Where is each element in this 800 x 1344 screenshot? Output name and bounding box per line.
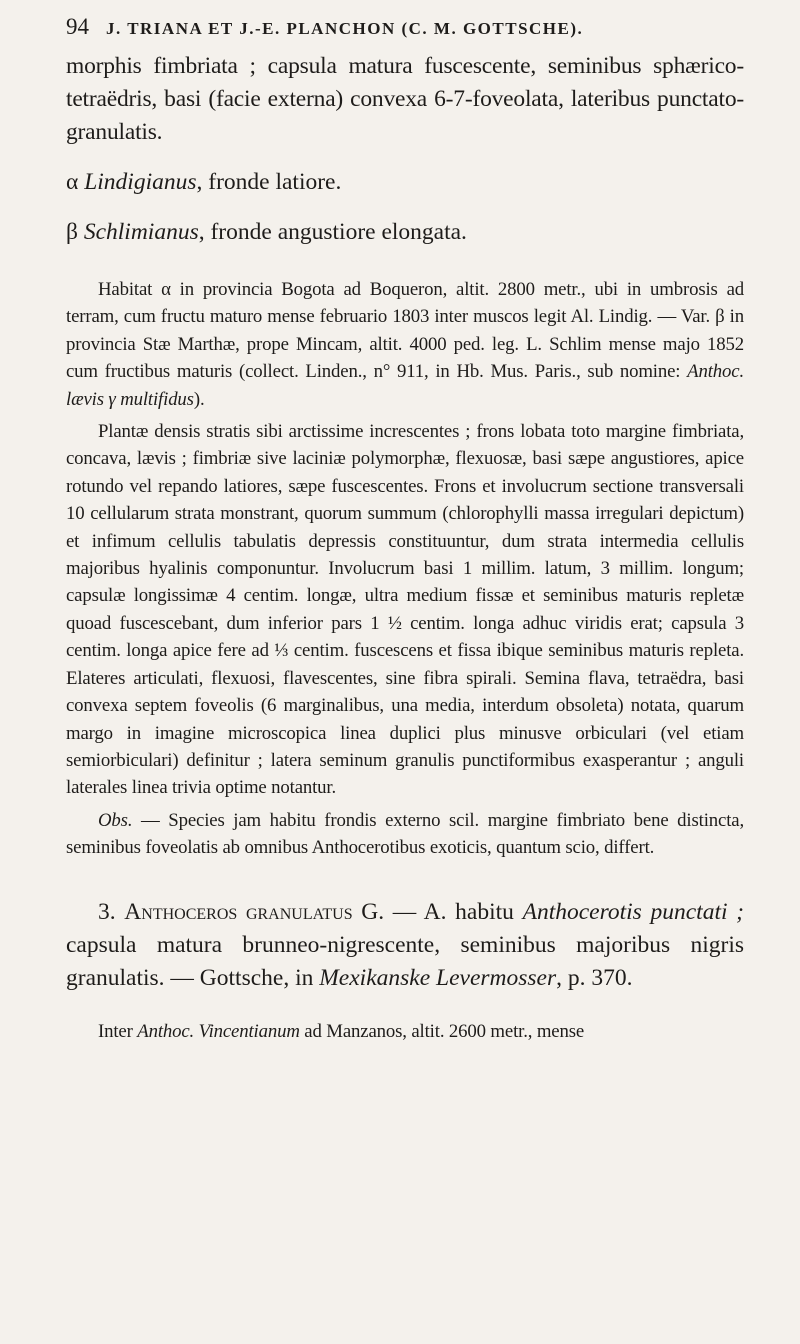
habitat-end: ). (193, 388, 205, 410)
variety-description: , fronde latiore. (196, 169, 342, 195)
species-italic-a: Anthocerotis punctati ; (522, 898, 744, 925)
variety-marker: β (66, 219, 78, 245)
habitat-italic-name: Anthoc. lævis γ multifidus (66, 361, 744, 410)
species-italic-b: Mexikanske Levermosser (319, 964, 557, 991)
variety-name: Lindigianus (84, 169, 197, 195)
obs-text: — Species jam habitu frondis externo scil. margine fimbriato bene distincta, seminibus foveolatis ab omnibus Anthocerotibus exoticis, quantum scio, differt. (66, 809, 744, 859)
variety-beta (66, 216, 744, 249)
species-paragraph (66, 896, 744, 995)
habitat-paragraph (66, 276, 744, 413)
species-text-a: habitu (446, 898, 523, 925)
species-text-b: capsula matura brunneo-nigrescente, seminibus majoribus nigris granulatis. — Gottsche, in (66, 931, 744, 991)
variety-description: , fronde angustiore elongata. (198, 219, 467, 245)
lead-paragraph: morphis fimbriata ; capsula matura fuscescente, seminibus sphærico-tetraëdris, basi (facie externa) convexa 6-7-foveolata, lateribus punctato-granulatis. (66, 53, 744, 145)
variety-name: Schlimianus (83, 219, 199, 245)
running-head-title: J. TRIANA ET J.-E. PLANCHON (C. M. GOTTSCHE). (106, 19, 584, 38)
inter-text: ad Manzanos, altit. 2600 metr., mense (299, 1021, 585, 1043)
species-number: 3. (98, 898, 116, 925)
obs-label: Obs. (98, 809, 133, 831)
inter-start: Inter (98, 1021, 138, 1043)
running-head (66, 14, 744, 50)
page-number: 94 (66, 14, 89, 39)
species-text-c: , p. 370. (556, 964, 633, 991)
inter-italic: Anthoc. Vincentianum (137, 1021, 300, 1043)
description-paragraph: Plantæ densis stratis sibi arctissime increscentes ; frons lobata toto margine fimbriata, concava, lævis ; fimbriæ sive laciniæ polymorphæ, flexuosæ, basi sæpe angustiores, apice rotundo vel repando latiores, sæpe fuscescentes. Frons et involucrum sectione transversali 10 cellularum strata monstrant, quorum summum (chlorophylli massa irregulari depictum) et infimum cellulis tabulatis depressis constituuntur, dum strata intermedia cellulis majoribus hyalinis componuntur. Involucrum basi 1 millim. latum, 3 millim. longum; capsulæ longissimæ 4 centim. longæ, ultra medium fissæ et seminibus maturis repletæ quoad fuscescebant, dum inferior pars 1 ½ centim. longa adhuc viridis erat; capsula 3 centim. longa apice fere ad ⅓ centim. fuscescens et fissa ibique seminibus maturis repleta. Elateres articulati, flexuosi, flavescentes, sine fibra spirali. Semina flava, tetraëdra, basi convexa septem foveolis (6 marginalibus, una media, interdum obsoleta) notata, quarum margo in imagine microscopica linea duplici plus minusve orbiculari (vel etiam semiorbiculari) definitur ; latera seminum granulis punctiformibus exasperantur ; anguli laterales linea trivia optime notantur. (66, 421, 744, 799)
variety-alpha (66, 166, 744, 199)
species-name: Anthoceros granulatus (124, 898, 353, 925)
species-authors: G. — A. (352, 898, 447, 925)
inter-paragraph (66, 1018, 744, 1045)
observation-paragraph (66, 807, 744, 862)
variety-marker: α (66, 169, 79, 195)
habitat-text: Habitat α in provincia Bogota ad Boqueron, altit. 2800 metr., ubi in umbrosis ad terram, cum fructu maturo mense februario 1803 inter muscos legit Al. Lindig. — Var. β in provincia Stæ Marthæ, prope Mincam, altit. 4000 ped. leg. L. Schlim mense majo 1852 cum fructibus maturis (collect. Linden., n° 911, in Hb. Mus. Paris., sub nomine: (66, 279, 744, 383)
